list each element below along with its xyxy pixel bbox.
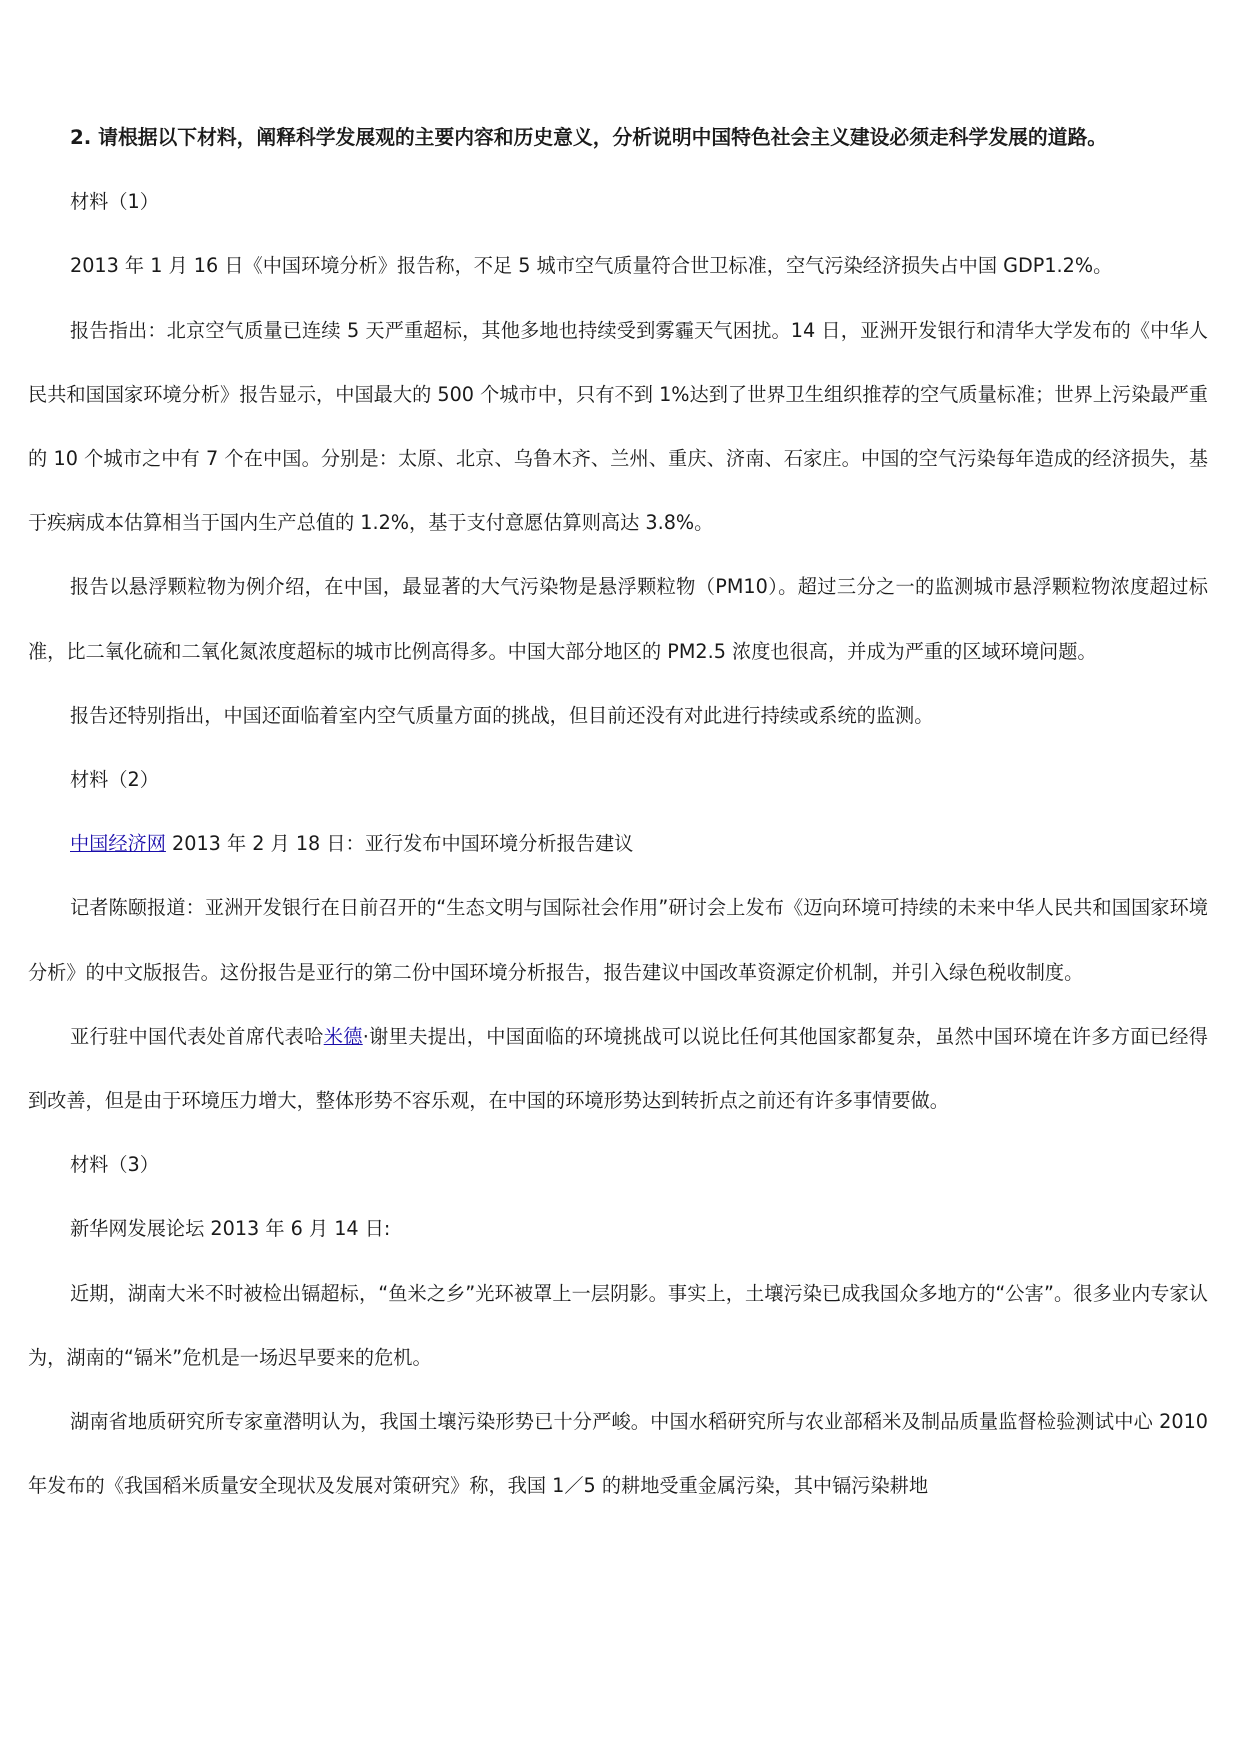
material-1-paragraph-4: 报告还特别指出，中国还面临着室内空气质量方面的挑战，但目前还没有对此进行持续或系统的监测。 [70,703,934,727]
material-3-paragraph-2: 湖南省地质研究所专家童潜明认为，我国土壤污染形势已十分严峻。中国水稻研究所与农业部稻米及制品质量监督检验测试中心 2010 年发布的《我国稻米质量安全现状及发展对策研究》称，我国 1／5 的耕地受重金属污染，其中镉污染耕地 [28,1410,1208,1498]
material-1-heading: 材料（1） [70,190,159,214]
material-1-paragraph-1: 2013 年 1 月 16 日《中国环境分析》报告称，不足 5 城市空气质量符合世卫标准，空气污染经济损失占中国 GDP1.2%。 [70,254,1113,278]
source-link-china-economy-net[interactable]: 中国经济网 [70,832,166,856]
material-2-heading: 材料（2） [70,768,159,792]
question-heading: 2. 请根据以下材料，阐释科学发展观的主要内容和历史意义，分析说明中国特色社会主义建设必须走科学发展的道路。 [70,126,1108,149]
material-2-source-line [28,812,1208,876]
material-2-paragraph-1: 记者陈颐报道：亚洲开发银行在日前召开的“生态文明与国际社会作用”研讨会上发布《迈向环境可持续的未来中华人民共和国国家环境分析》的中文版报告。这份报告是亚行的第二份中国环境分析报告，报告建议中国改革资源定价机制，并引入绿色税收制度。 [28,896,1208,984]
material-2-paragraph-2-before: 亚行驻中国代表处首席代表哈 [70,1024,324,1048]
material-1-paragraph-3: 报告以悬浮颗粒物为例介绍，在中国，最显著的大气污染物是悬浮颗粒物（PM10）。超过三分之一的监测城市悬浮颗粒物浓度超过标准，比二氧化硫和二氧化氮浓度超标的城市比例高得多。中国大部分地区的 PM2.5 浓度也很高，并成为严重的区域环境问题。 [28,575,1208,663]
material-2-paragraph-2-after: ·谢里夫提出，中国面临的环境挑战可以说比任何其他国家都复杂，虽然中国环境在许多方面已经得到改善，但是由于环境压力增大，整体形势不容乐观，在中国的环境形势达到转折点之前还有许多事情要做。 [28,1024,1208,1113]
material-1-paragraph-2: 报告指出：北京空气质量已连续 5 天严重超标，其他多地也持续受到雾霾天气困扰。14 日，亚洲开发银行和清华大学发布的《中华人民共和国国家环境分析》报告显示，中国最大的 500 个城市中，只有不到 1%达到了世界卫生组织推荐的空气质量标准；世界上污染最严重的 10 个城市之中有 7 个在中国。分别是：太原、北京、乌鲁木齐、兰州、重庆、济南、石家庄。中国的空气污染每年造成的经济损失，基于疾病成本估算相当于国内生产总值的 1.2%，基于支付意愿估算则高达 3.8%。 [28,318,1208,535]
document-page [28,106,1208,1518]
material-2-source-text: 2013 年 2 月 18 日：亚行发布中国环境分析报告建议 [165,832,634,856]
material-2-paragraph-2 [28,1005,1208,1133]
material-3-heading: 材料（3） [70,1153,159,1177]
name-link-mide[interactable]: 米德 [323,1024,363,1048]
material-3-paragraph-1: 近期，湖南大米不时被检出镉超标，“鱼米之乡”光环被罩上一层阴影。事实上，土壤污染已成我国众多地方的“公害”。很多业内专家认为，湖南的“镉米”危机是一场迟早要来的危机。 [28,1281,1208,1369]
material-3-source-line: 新华网发展论坛 2013 年 6 月 14 日: [70,1217,391,1241]
